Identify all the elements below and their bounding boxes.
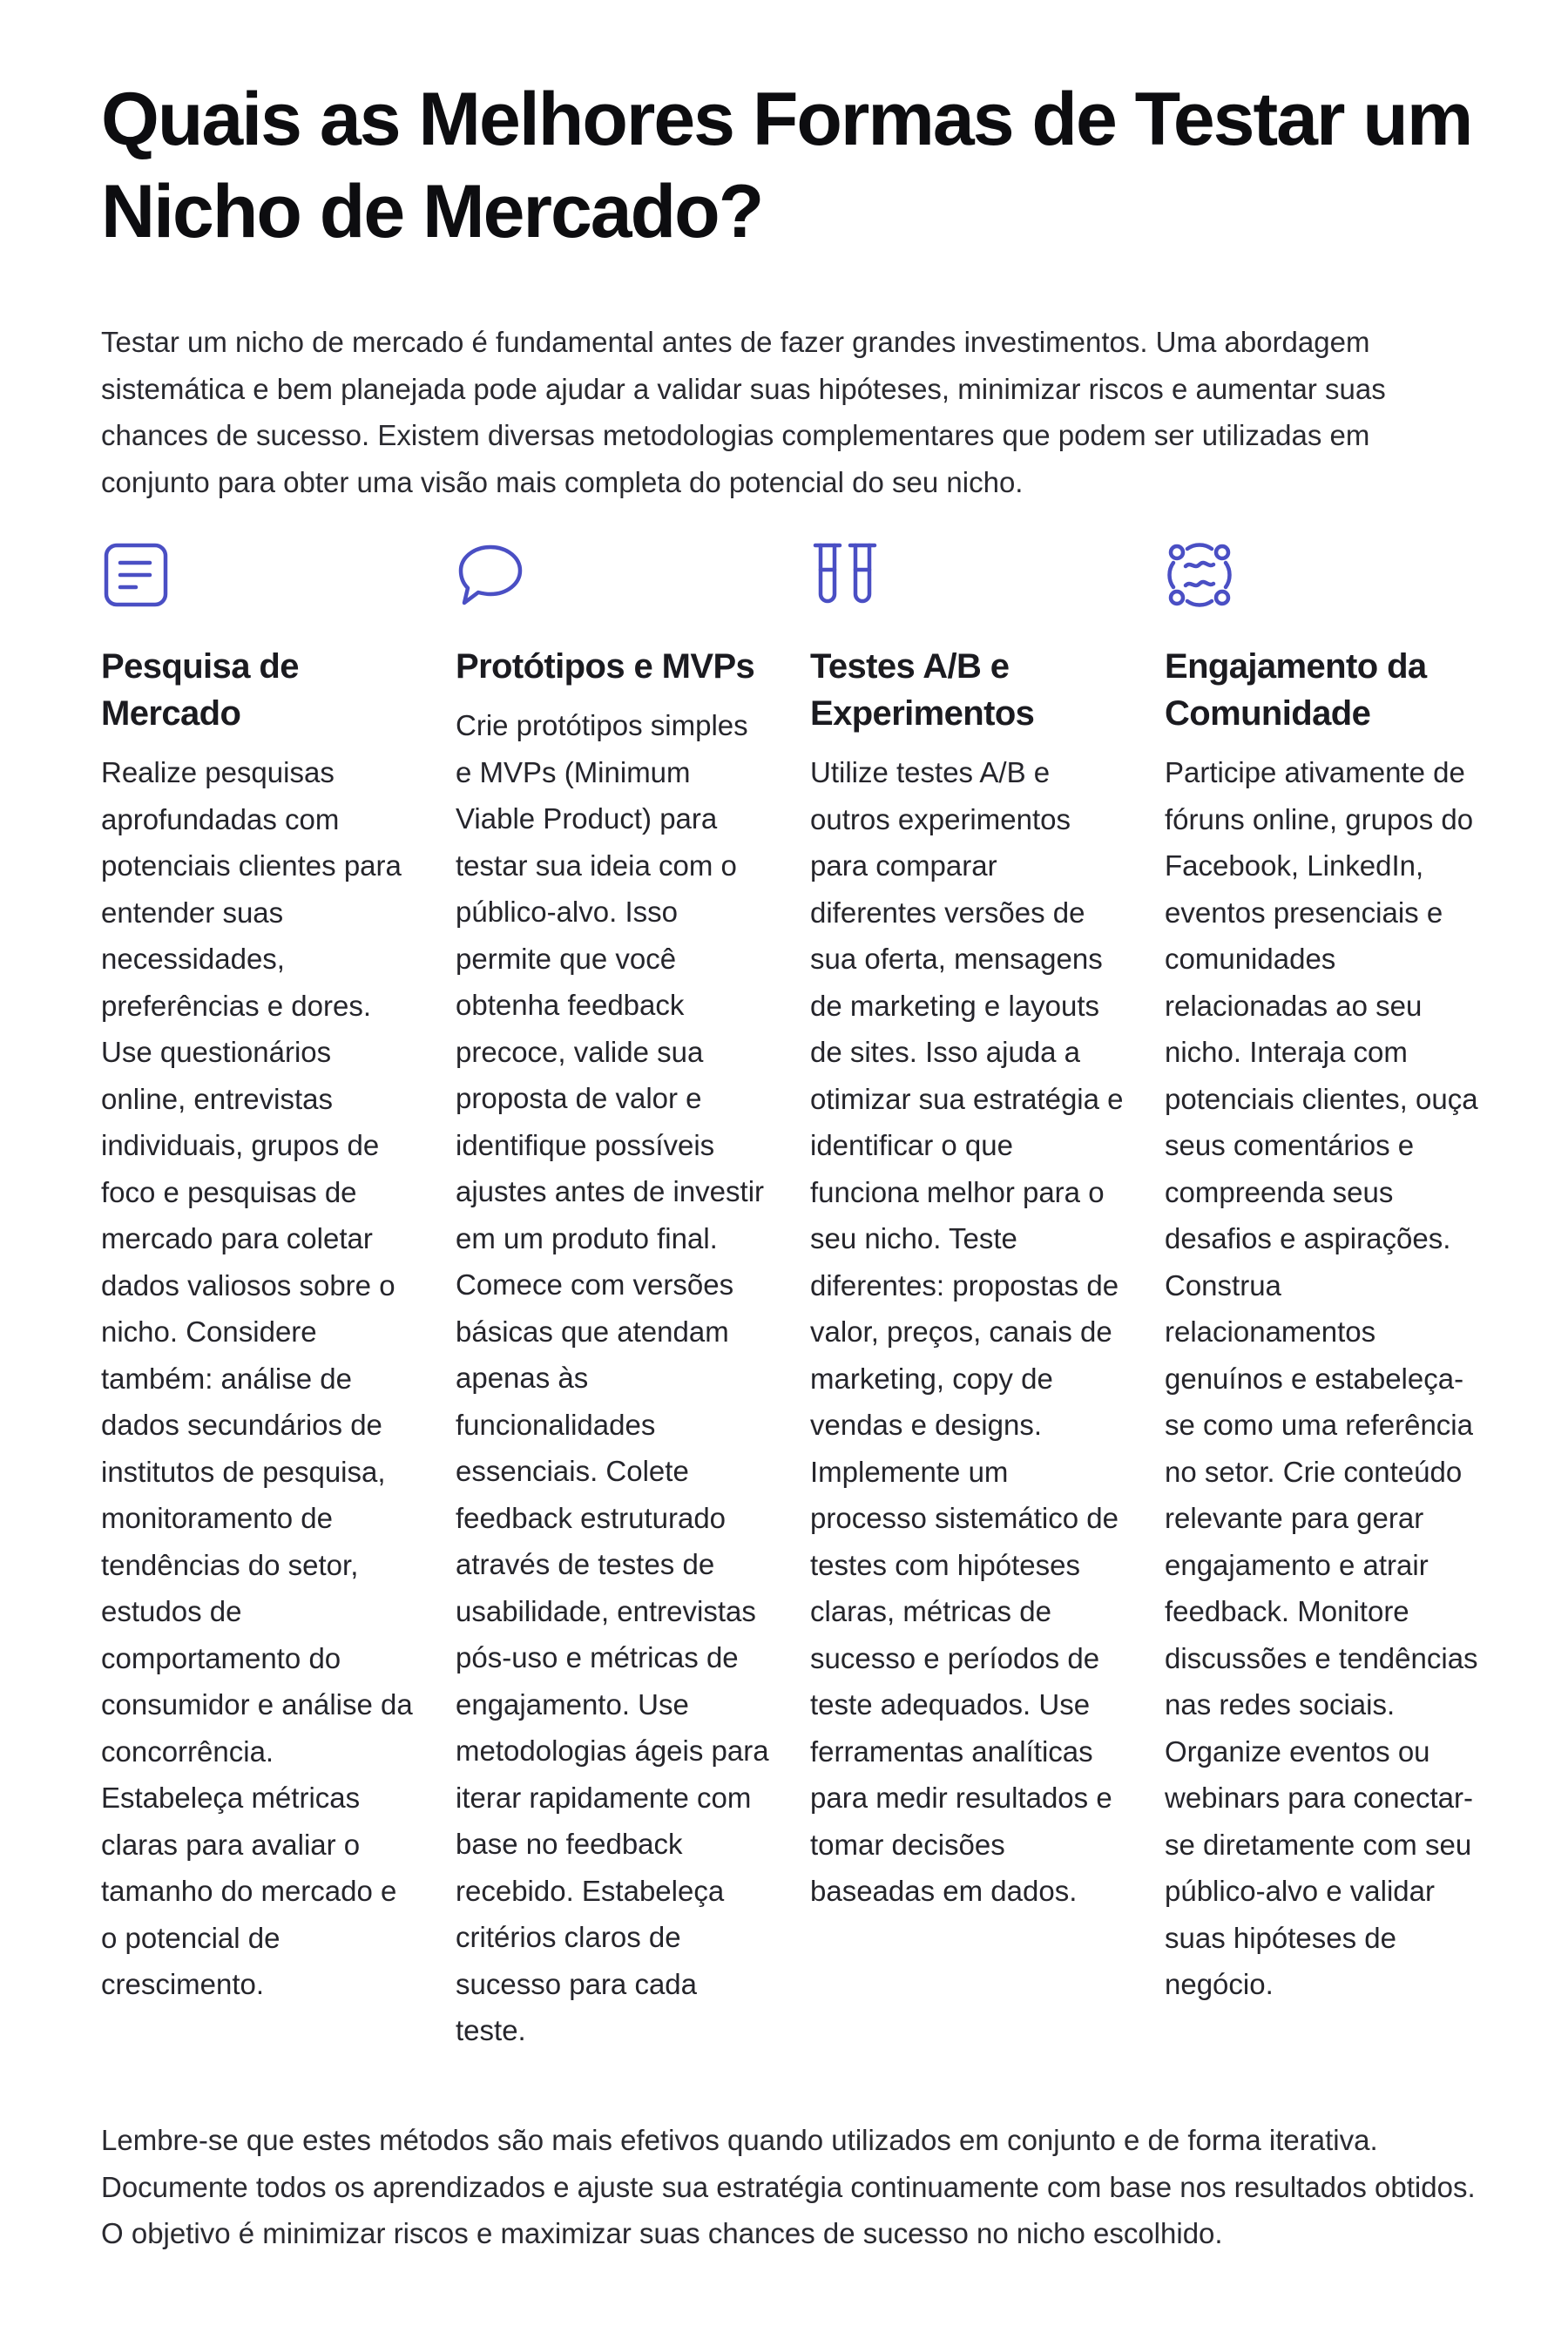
method-card-market-research — [101, 540, 415, 2054]
method-card-ab-tests — [810, 540, 1124, 2054]
methods-grid — [101, 540, 1478, 2054]
page-title: Quais as Melhores Formas de Testar um Nicho de Mercado? — [101, 78, 1472, 254]
method-card-prototypes — [456, 540, 769, 2054]
method-card-community — [1165, 540, 1478, 2054]
method-title: Protótipos e MVPs — [456, 647, 755, 686]
method-title: Engajamento da Comunidade — [1165, 647, 1427, 733]
method-title: Pesquisa de Mercado — [101, 647, 299, 733]
outro-paragraph: Lembre-se que estes métodos são mais efetivos quando utilizados em conjunto e de forma iterativa. Documente todos os aprendizados e ajuste sua estratégia continuamente com base nos resultados obtidos. O objetivo é minimizar riscos e maximizar suas chances de sucesso no nicho escolhido. — [101, 2124, 1476, 2249]
chat-bubble-icon — [456, 540, 525, 610]
method-description: Utilize testes A/B e outros experimentos para comparar diferentes versões de sua oferta, mensagens de marketing e layouts de sites. Isso ajuda a otimizar sua estratégia e identificar o que funciona melhor para o seu nicho. Teste diferentes: propostas de valor, preços, canais de marketing, copy de vendas e designs. Implemente um processo sistemático de testes com hipóteses claras, métricas de sucesso e períodos de teste adequados. Use ferramentas analíticas para medir resultados e tomar decisões baseadas em dados. — [810, 756, 1124, 1907]
method-description: Participe ativamente de fóruns online, grupos do Facebook, LinkedIn, eventos presenciais e comunidades relacionadas ao seu nicho. Interaja com potenciais clientes, ouça seus comentários e compreenda seus desafios e aspirações. Construa relacionamentos genuínos e estabeleça-se como uma referência no setor. Crie conteúdo relevante para gerar engajamento e atrair feedback. Monitore discussões e tendências nas redes sociais. Organize eventos ou webinars para conectar-se diretamente com seu público-alvo e validar suas hipóteses de negócio. — [1165, 756, 1478, 2000]
method-title: Testes A/B e Experimentos — [810, 647, 1035, 733]
method-description: Crie protótipos simples e MVPs (Minimum Viable Product) para testar sua ideia com o público-alvo. Isso permite que você obtenha feedback precoce, valide sua proposta de valor e identifique possíveis ajustes antes de investir em um produto final. Comece com versões básicas que atendam apenas às funcionalidades essenciais. Colete feedback estruturado através de testes de usabilidade, entrevistas pós-uso e métricas de engajamento. Use metodologias ágeis para iterar rapidamente com base no feedback recebido. Estabeleça critérios claros de sucesso para cada teste. — [456, 709, 769, 2046]
intro-paragraph: Testar um nicho de mercado é fundamental antes de fazer grandes investimentos. Uma abordagem sistemática e bem planejada pode ajudar a validar suas hipóteses, minimizar riscos e aumentar suas chances de sucesso. Existem diversas metodologias complementares que podem ser utilizadas em conjunto para obter uma visão mais completa do potencial do seu nicho. — [101, 326, 1386, 498]
community-network-icon — [1165, 540, 1234, 610]
test-tubes-icon — [810, 540, 880, 610]
method-description: Realize pesquisas aprofundadas com potenciais clientes para entender suas necessidades, preferências e dores. Use questionários online, entrevistas individuais, grupos de foco e pesquisas de mercado para coletar dados valiosos sobre o nicho. Considere também: análise de dados secundários de institutos de pesquisa, monitoramento de tendências do setor, estudos de comportamento do consumidor e análise da concorrência. Estabeleça métricas claras para avaliar o tamanho do mercado e o potencial de crescimento. — [101, 756, 413, 2000]
document-icon — [101, 540, 171, 610]
